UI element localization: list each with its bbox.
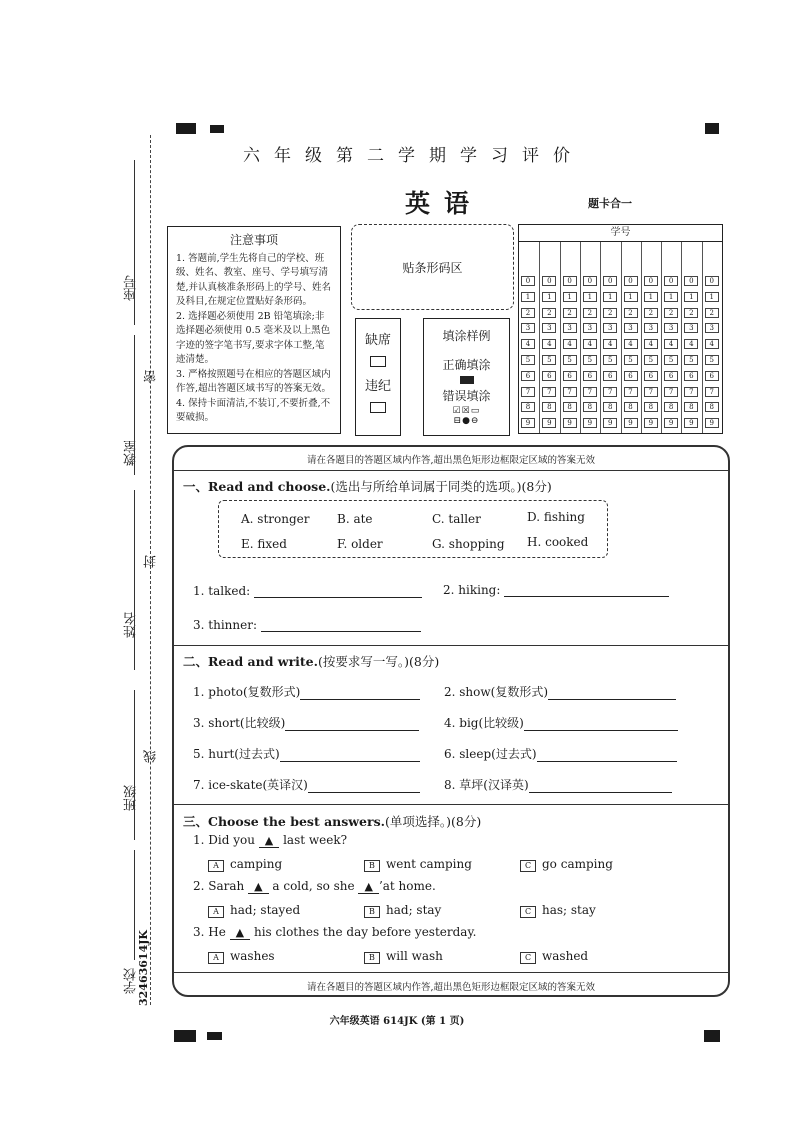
word-options-box — [218, 500, 608, 558]
question: 5. hurt(过去式) — [193, 745, 420, 762]
answer-blank[interactable] — [280, 747, 420, 762]
fill-sample-box — [423, 318, 510, 436]
name-label: 姓名 — [124, 612, 139, 638]
id-bubble[interactable]: 6 — [624, 371, 638, 381]
question: 1. talked: — [193, 583, 422, 598]
choice-b[interactable]: B had; stay — [364, 903, 441, 918]
registration-mark — [176, 123, 196, 134]
id-bubble[interactable]: 1 — [542, 292, 556, 302]
id-bubble[interactable]: 2 — [705, 308, 719, 318]
notice-box — [167, 226, 341, 434]
id-bubble[interactable]: 2 — [644, 308, 658, 318]
option: D. fishing — [527, 510, 585, 524]
exam-title: 六年级第二学期学习评价 — [243, 146, 584, 166]
id-bubble[interactable]: 1 — [705, 292, 719, 302]
answer-blank[interactable] — [524, 716, 678, 731]
registration-mark — [210, 125, 224, 133]
id-bubble[interactable]: 4 — [705, 339, 719, 349]
id-bubble[interactable]: 7 — [684, 387, 698, 397]
id-bubble[interactable]: 3 — [583, 323, 597, 333]
id-bubble[interactable]: 1 — [624, 292, 638, 302]
id-bubble[interactable]: 5 — [542, 355, 556, 365]
id-column — [600, 242, 620, 433]
sample-heading: 填涂样例 — [442, 329, 491, 343]
divider — [172, 804, 730, 805]
id-bubble[interactable]: 3 — [603, 323, 617, 333]
id-bubble[interactable]: 1 — [583, 292, 597, 302]
id-bubble[interactable]: 2 — [521, 308, 535, 318]
id-bubble[interactable]: 1 — [563, 292, 577, 302]
question: 4. big(比较级) — [444, 714, 678, 731]
correct-fill-label: 正确填涂 — [442, 358, 491, 372]
wrong-fill-label: 错误填涂 — [442, 389, 491, 403]
answer-instruction-top: 请在各题目的答题区域内作答,超出黑色矩形边框限定区域的答案无效 — [306, 455, 596, 466]
id-bubble[interactable]: 2 — [583, 308, 597, 318]
id-bubble[interactable]: 6 — [705, 371, 719, 381]
id-column — [580, 242, 600, 433]
registration-mark — [207, 1032, 222, 1040]
id-bubble[interactable]: 6 — [563, 371, 577, 381]
id-bubble[interactable]: 8 — [664, 402, 678, 412]
id-bubble[interactable]: 8 — [624, 402, 638, 412]
student-id-label: 学号 — [519, 225, 722, 242]
answer-blank[interactable] — [261, 617, 421, 632]
question: 7. ice-skate(英译汉) — [193, 776, 420, 793]
school-line — [134, 850, 135, 960]
notice-item: 2. 选择题必须使用 2B 铅笔填涂;非选择题必须使用 0.5 毫米及以上黑色字迹的签字笔书写,要求字体工整,笔迹清楚。 — [176, 310, 331, 365]
section3-title: 三、Choose the best answers.(单项选择。)(8分) — [183, 814, 482, 829]
choice-a[interactable]: A had; stayed — [208, 903, 300, 918]
answer-blank[interactable] — [254, 583, 422, 598]
card-note: 题卡合一 — [588, 197, 632, 210]
class-line — [134, 690, 135, 840]
id-bubble[interactable]: 3 — [563, 323, 577, 333]
notice-heading: 注意事项 — [229, 233, 278, 247]
id-bubble[interactable]: 2 — [542, 308, 556, 318]
correct-fill-mark — [460, 376, 474, 384]
id-bubble[interactable]: 9 — [664, 418, 678, 428]
wrong-fill-icons: ☑☒▭ ⊟●⊖ — [452, 406, 481, 426]
option: B. ate — [337, 512, 373, 526]
id-bubble[interactable]: 0 — [624, 276, 638, 286]
option: E. fixed — [241, 537, 287, 551]
id-bubble[interactable]: 9 — [644, 418, 658, 428]
id-bubble[interactable]: 6 — [684, 371, 698, 381]
option: H. cooked — [527, 535, 589, 549]
answer-blank[interactable] — [300, 685, 420, 700]
id-bubble[interactable]: 5 — [583, 355, 597, 365]
id-bubble[interactable]: 7 — [521, 387, 535, 397]
id-bubble[interactable]: 8 — [542, 402, 556, 412]
id-bubble[interactable]: 9 — [583, 418, 597, 428]
id-bubble[interactable]: 6 — [603, 371, 617, 381]
notice-item: 4. 保持卡面清洁,不装订,不要折叠,不要破损。 — [176, 397, 331, 423]
seal-char: 线 — [144, 750, 159, 763]
id-bubble[interactable]: 7 — [583, 387, 597, 397]
id-bubble[interactable]: 8 — [563, 402, 577, 412]
id-bubble[interactable]: 5 — [624, 355, 638, 365]
id-bubble[interactable]: 7 — [664, 387, 678, 397]
id-bubble[interactable]: 0 — [603, 276, 617, 286]
choice-b[interactable]: B went camping — [364, 857, 472, 872]
id-bubble[interactable]: 7 — [705, 387, 719, 397]
id-bubble[interactable]: 2 — [664, 308, 678, 318]
id-bubble[interactable]: 3 — [684, 323, 698, 333]
id-bubble[interactable]: 3 — [624, 323, 638, 333]
seat-line — [134, 160, 135, 325]
id-bubble[interactable]: 7 — [603, 387, 617, 397]
id-bubble[interactable]: 0 — [684, 276, 698, 286]
id-column — [661, 242, 681, 433]
id-bubble[interactable]: 3 — [521, 323, 535, 333]
question: 2. Sarah ▲ a cold, so she ▲ ’at home. — [193, 879, 436, 893]
seal-char: 封 — [144, 555, 159, 568]
id-bubble[interactable]: 0 — [583, 276, 597, 286]
question: 3. short(比较级) — [193, 714, 419, 731]
school-label: 学校 — [124, 968, 139, 994]
id-bubble[interactable]: 9 — [563, 418, 577, 428]
id-bubble[interactable]: 2 — [624, 308, 638, 318]
id-bubble[interactable]: 5 — [521, 355, 535, 365]
id-column — [681, 242, 701, 433]
id-bubble[interactable]: 5 — [563, 355, 577, 365]
id-bubble[interactable]: 2 — [603, 308, 617, 318]
id-bubble[interactable]: 8 — [684, 402, 698, 412]
id-bubble[interactable]: 4 — [563, 339, 577, 349]
id-bubble[interactable]: 3 — [664, 323, 678, 333]
id-bubble[interactable]: 6 — [644, 371, 658, 381]
id-bubble[interactable]: 3 — [705, 323, 719, 333]
id-bubble[interactable]: 7 — [624, 387, 638, 397]
id-bubble[interactable]: 1 — [521, 292, 535, 302]
registration-mark — [704, 1030, 720, 1042]
id-bubble[interactable]: 1 — [603, 292, 617, 302]
page-footer: 六年级英语 614JK (第 1 页) — [329, 1016, 465, 1027]
id-bubble[interactable]: 3 — [542, 323, 556, 333]
divider — [172, 645, 730, 646]
answer-blank[interactable] — [529, 778, 672, 793]
registration-mark — [174, 1030, 196, 1042]
id-bubble[interactable]: 4 — [521, 339, 535, 349]
id-bubble[interactable]: 9 — [624, 418, 638, 428]
id-bubble[interactable]: 9 — [603, 418, 617, 428]
id-bubble[interactable]: 5 — [603, 355, 617, 365]
divider — [172, 972, 730, 973]
option: F. older — [337, 537, 383, 551]
seat-label: 座号 — [124, 275, 139, 301]
answer-blank[interactable]: ▲ — [230, 926, 250, 940]
section2-title: 二、Read and write.(按要求写一写。)(8分) — [183, 654, 440, 669]
id-bubble[interactable]: 5 — [644, 355, 658, 365]
choice-b[interactable]: B will wash — [364, 949, 443, 964]
id-bubble[interactable]: 1 — [684, 292, 698, 302]
id-bubble[interactable]: 4 — [583, 339, 597, 349]
id-bubble[interactable]: 6 — [521, 371, 535, 381]
id-bubble[interactable]: 5 — [684, 355, 698, 365]
id-bubble[interactable]: 0 — [563, 276, 577, 286]
choice-c[interactable]: C has; stay — [520, 903, 596, 918]
id-bubble[interactable]: 0 — [542, 276, 556, 286]
id-bubble[interactable]: 4 — [603, 339, 617, 349]
registration-mark — [705, 123, 719, 134]
id-bubble[interactable]: 0 — [664, 276, 678, 286]
notice-item: 3. 严格按照题号在相应的答题区域内作答,超出答题区域书写的答案无效。 — [176, 368, 332, 394]
id-bubble[interactable]: 4 — [644, 339, 658, 349]
divider — [172, 470, 730, 471]
id-bubble[interactable]: 5 — [664, 355, 678, 365]
id-bubble[interactable]: 6 — [542, 371, 556, 381]
question: 1. Did you ▲ last week? — [193, 833, 348, 847]
question: 2. hiking: — [443, 582, 669, 597]
id-bubble[interactable]: 6 — [664, 371, 678, 381]
choice-a[interactable]: A washes — [208, 949, 275, 964]
id-bubble[interactable]: 4 — [684, 339, 698, 349]
paper-code: 3246361​4JK — [137, 930, 150, 1006]
notice-item: 1. 答题前,学生先将自己的学校、班级、姓名、教室、座号、学号填写清楚,并认真核准条形码上的学号、姓名及科目,在规定位置贴好条形码。 — [176, 252, 332, 307]
id-bubble[interactable]: 8 — [583, 402, 597, 412]
answer-instruction-bottom: 请在各题目的答题区域内作答,超出黑色矩形边框限定区域的答案无效 — [306, 982, 596, 993]
id-column — [641, 242, 661, 433]
classroom-line — [134, 335, 135, 475]
id-bubble[interactable]: 1 — [664, 292, 678, 302]
id-bubble[interactable]: 2 — [684, 308, 698, 318]
answer-blank[interactable] — [548, 685, 676, 700]
answer-blank[interactable]: ▲ — [358, 880, 378, 894]
answer-blank[interactable] — [285, 716, 419, 731]
id-bubble[interactable]: 0 — [521, 276, 535, 286]
classroom-label: 教室 — [124, 440, 139, 466]
class-label: 班级 — [124, 785, 139, 811]
question: 3. thinner: — [193, 617, 421, 632]
question: 6. sleep(过去式) — [444, 745, 677, 762]
violation-checkbox[interactable] — [370, 402, 386, 413]
id-bubble[interactable]: 4 — [624, 339, 638, 349]
subject-title: 英语 — [405, 189, 484, 218]
name-line — [134, 490, 135, 670]
section1-title: 一、Read and choose.(选出与所给单词属于同类的选项。)(8分) — [183, 479, 552, 494]
absent-box — [355, 318, 401, 436]
choice-c[interactable]: C washed — [520, 949, 588, 964]
id-bubble[interactable]: 6 — [583, 371, 597, 381]
student-id-grid — [518, 224, 723, 434]
id-bubble[interactable]: 0 — [644, 276, 658, 286]
id-bubble[interactable]: 9 — [521, 418, 535, 428]
id-bubble[interactable]: 5 — [705, 355, 719, 365]
id-bubble[interactable]: 4 — [542, 339, 556, 349]
id-bubble[interactable]: 3 — [644, 323, 658, 333]
id-bubble[interactable]: 8 — [521, 402, 535, 412]
id-column — [539, 242, 559, 433]
answer-blank[interactable] — [504, 582, 669, 597]
question: 1. photo(复数形式) — [193, 683, 420, 700]
option: G. shopping — [432, 537, 505, 551]
answer-blank[interactable]: ▲ — [259, 834, 279, 848]
id-bubble[interactable]: 0 — [705, 276, 719, 286]
id-bubble[interactable]: 9 — [705, 418, 719, 428]
violation-label: 违纪 — [364, 379, 391, 394]
id-bubble[interactable]: 7 — [644, 387, 658, 397]
absent-checkbox[interactable] — [370, 356, 386, 367]
id-column — [560, 242, 580, 433]
id-bubble[interactable]: 4 — [664, 339, 678, 349]
id-bubble[interactable]: 7 — [563, 387, 577, 397]
id-bubble[interactable]: 8 — [705, 402, 719, 412]
id-bubble[interactable]: 8 — [644, 402, 658, 412]
answer-blank[interactable]: ▲ — [248, 880, 268, 894]
question: 8. 草坪(汉译英) — [444, 776, 672, 793]
id-column — [621, 242, 641, 433]
id-bubble[interactable]: 9 — [684, 418, 698, 428]
id-column — [702, 242, 722, 433]
option: C. taller — [432, 512, 481, 526]
option: A. stronger — [241, 512, 310, 526]
id-bubble[interactable]: 7 — [542, 387, 556, 397]
barcode-area: 贴条形码区 — [351, 224, 514, 310]
id-bubble[interactable]: 8 — [603, 402, 617, 412]
absent-label: 缺席 — [364, 333, 391, 348]
id-bubble[interactable]: 9 — [542, 418, 556, 428]
question: 3. He ▲ his clothes the day before yesterday. — [193, 925, 477, 939]
binding-line — [150, 135, 151, 1005]
answer-blank[interactable] — [308, 778, 420, 793]
id-column — [519, 242, 538, 433]
seal-char: 密 — [144, 370, 159, 383]
answer-blank[interactable] — [537, 747, 677, 762]
id-bubble[interactable]: 2 — [563, 308, 577, 318]
id-bubble[interactable]: 1 — [644, 292, 658, 302]
choice-a[interactable]: A camping — [208, 857, 282, 872]
question: 2. show(复数形式) — [444, 683, 676, 700]
choice-c[interactable]: C go camping — [520, 857, 613, 872]
